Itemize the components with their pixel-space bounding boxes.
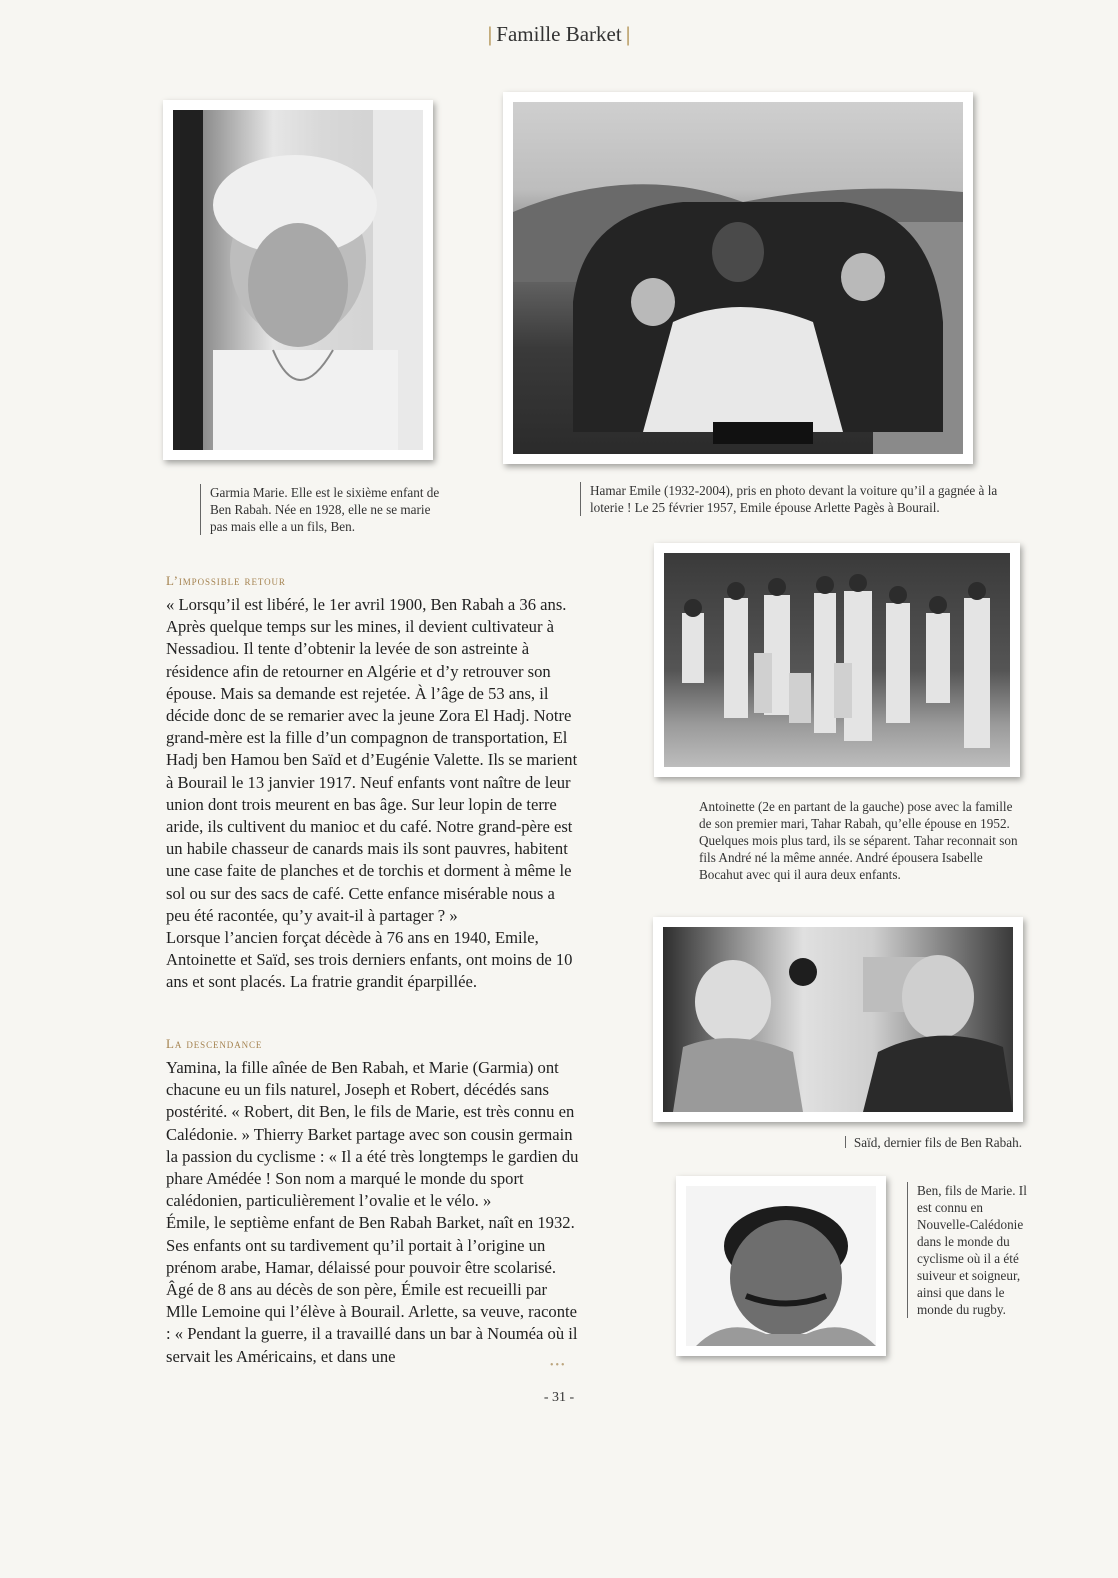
header-bar-right: | (625, 22, 631, 46)
photo-said (653, 917, 1023, 1122)
caption-hamar-text: Hamar Emile (1932-2004), pris en photo devant la voiture qu’il a gagnée à la loterie ! Le 25 février 1957, Emile épouse Arlette Pagès à Bourail. (590, 483, 998, 515)
caption-garmia (200, 484, 450, 535)
paragraph-descendance-2: Émile, le septième enfant de Ben Rabah Barket, naît en 1932. Ses enfants ont su tardivement qu’il portait à l’origine un prénom arabe, Hamar, délaissé pour pouvoir être scolarisé. Âgé de 8 ans au décès de son père, Émile est recueilli par Mlle Lemoine qui l’élève à Bourail. Arlette, sa veuve, raconte : « Pendant la guerre, il a travaillé dans un bar à Nouméa où il servait les Américains, et dans une (166, 1213, 578, 1366)
photo-hamar (503, 92, 973, 464)
photo-garmia (163, 100, 433, 460)
continuation-dots: ••• (550, 1360, 567, 1371)
body-retour (166, 594, 580, 994)
caption-garmia-text: Garmia Marie. Elle est le sixième enfant de Ben Rabah. Née en 1928, elle ne se marie pas mais elle a un fils, Ben. (210, 485, 440, 534)
photo-garmia-image (173, 110, 423, 450)
page-title: Famille Barket (496, 22, 622, 46)
header-bar-left: | (487, 22, 493, 46)
paragraph-descendance-1: Yamina, la fille aînée de Ben Rabah, et Marie (Garmia) ont chacune eu un fils naturel, Joseph et Robert, décédés sans postérité. « Robert, dit Ben, le fils de Marie, est très connu en Calédonie. » Thierry Barket partage avec son cousin germain la passion du cyclisme : « Il a été très longtemps le gardien du phare Amédée ! Son nom a marqué le monde du sport calédonien, particulièrement l’ovalie et le vélo. » (166, 1058, 579, 1211)
page-number: - 31 - (543, 1390, 575, 1405)
caption-antoinette-text: Antoinette (2e en partant de la gauche) pose avec la famille de son premier mari, Tahar Rabah, qu’elle épouse en 1952. Quelques mois plus tard, ils se séparent. Tahar reconnait son fils André né la même année. André épousera Isabelle Bocahut avec qui il aura deux enfants. (699, 799, 1018, 882)
photo-hamar-image (513, 102, 963, 454)
caption-ben-text: Ben, fils de Marie. Il est connu en Nouvelle-Calédonie dans le monde du cyclisme où il a été suiveur et soigneur, ainsi que dans le monde du rugby. (917, 1183, 1027, 1317)
section-title-descendance: La descendance (166, 1036, 263, 1051)
caption-hamar (580, 482, 1020, 516)
photo-family-group-image (664, 553, 1010, 767)
paragraph-retour-1: « Lorsqu’il est libéré, le 1er avril 1900, Ben Rabah a 36 ans. Après quelque temps sur les mines, il devient cultivateur à Nessadiou. Il tente d’obtenir la levée de son astreinte à résidence afin de retourner en Algérie et d’y retrouver son épouse. Mais sa demande est rejetée. À l’âge de 53 ans, il décide donc de se remarier avec la jeune Zora El Hadj. Notre grand-mère est la fille d’un compagnon de transportation, El Hadj ben Hamou ben Saïd et d’Eugénie Valette. Ils se marient à Bourail le 13 janvier 1917. Neuf enfants vont naître de leur union dont trois meurent en bas âge. Sur leur lopin de terre aride, ils cultivent du manioc et du café. Notre grand-père est un habile chasseur de canards mais ils sont pauvres, habitent une case faite de planches et de torchis et dorment à même le sol ou sur des sacs de café. Cette enfance misérable nous a peu été racontée, qu’y avait-il à partager ? » (166, 595, 578, 925)
caption-ben (907, 1182, 1032, 1318)
caption-said-marker (845, 1136, 846, 1148)
photo-family-group (654, 543, 1020, 777)
caption-said-text: Saïd, dernier fils de Ben Rabah. (853, 1135, 1022, 1150)
paragraph-retour-2: Lorsque l’ancien forçat décède à 76 ans en 1940, Emile, Antoinette et Saïd, ses trois derniers enfants, ont moins de 10 ans et sont placés. La fratrie grandit éparpillée. (166, 928, 573, 992)
page-header (0, 22, 1118, 47)
photo-ben-image (686, 1186, 876, 1346)
body-descendance (166, 1057, 580, 1368)
section-title-retour: L’impossible retour (166, 573, 286, 588)
photo-ben (676, 1176, 886, 1356)
photo-said-image (663, 927, 1013, 1112)
caption-antoinette (690, 798, 1020, 883)
caption-said (740, 1134, 1022, 1151)
